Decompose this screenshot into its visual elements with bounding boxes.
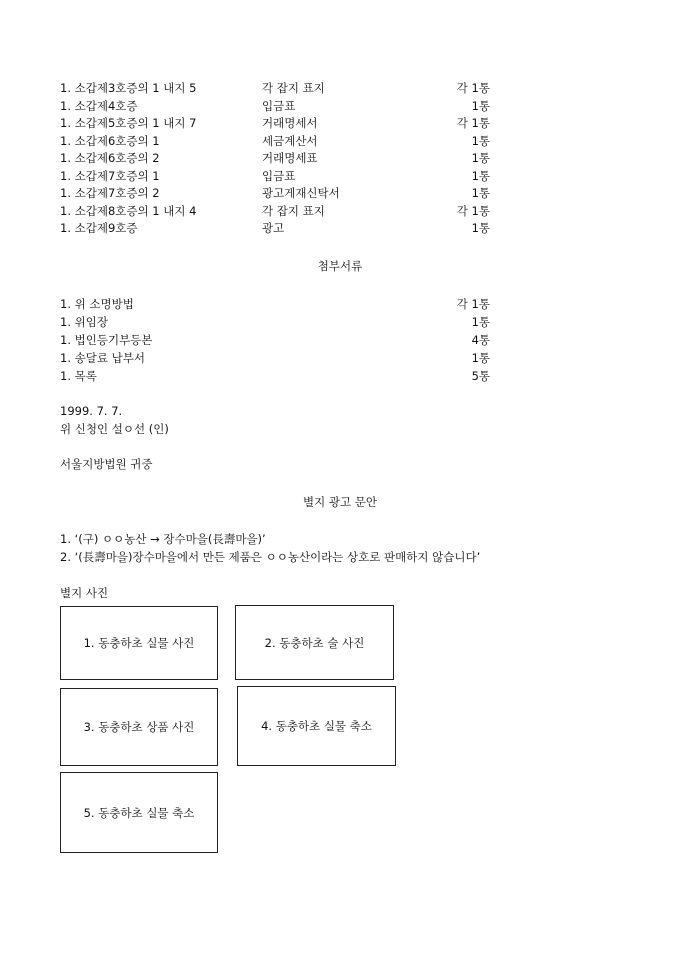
doc-item-desc: 광고게재신탁서 xyxy=(262,186,340,200)
doc-item-row xyxy=(60,220,490,236)
court-addressee: 서울지방법원 귀중 xyxy=(60,457,153,471)
attachment-row xyxy=(60,314,490,330)
photo-box xyxy=(235,605,394,680)
attachment-qty: 5통 xyxy=(471,369,490,383)
attachment-name: 1. 목록 xyxy=(60,369,97,383)
doc-item-row xyxy=(60,203,490,219)
doc-item-name: 1. 소갑제6호증의 2 xyxy=(60,151,160,165)
doc-item-qty: 1통 xyxy=(471,168,490,183)
doc-item-row xyxy=(60,115,490,131)
doc-item-desc: 각 잡지 표지 xyxy=(262,81,325,95)
attachment-row xyxy=(60,296,490,312)
doc-item-name: 1. 소갑제4호증 xyxy=(60,98,138,113)
photo-box xyxy=(60,688,218,766)
photo-box xyxy=(60,606,218,680)
doc-item-row xyxy=(60,98,490,114)
doc-item-desc: 거래명세서 xyxy=(262,116,318,130)
doc-item-qty: 각 1통 xyxy=(456,203,490,218)
doc-item-qty: 1통 xyxy=(471,133,490,148)
doc-item-row xyxy=(60,185,490,201)
photo-caption: 4. 동충하초 실물 축소 xyxy=(261,719,372,733)
photo-caption: 2. 동충하초 술 사진 xyxy=(264,635,365,650)
photo-box xyxy=(60,772,218,853)
doc-item-name: 1. 소갑제7호증의 1 xyxy=(60,168,160,183)
doc-item-desc: 거래명세표 xyxy=(262,151,318,165)
photo-caption: 3. 동충하초 상품 사진 xyxy=(83,720,195,734)
doc-item-name: 1. 소갑제9호증 xyxy=(60,221,138,235)
doc-item-row xyxy=(60,133,490,149)
attachment-name: 1. 송달료 납부서 xyxy=(60,351,145,365)
attachment-row xyxy=(60,332,490,348)
photos-heading: 별지 사진 xyxy=(60,586,109,600)
doc-item-name: 1. 소갑제5호증의 1 내지 7 xyxy=(60,116,197,130)
doc-item-name: 1. 소갑제6호증의 1 xyxy=(60,133,160,148)
doc-item-desc: 입금표 xyxy=(262,168,296,183)
doc-item-qty: 1통 xyxy=(471,221,490,235)
doc-item-desc: 각 잡지 표지 xyxy=(262,203,325,218)
attachments-heading: 첨부서류 xyxy=(317,259,363,273)
doc-item-desc: 세금계산서 xyxy=(262,133,318,148)
doc-item-qty: 1통 xyxy=(471,151,490,165)
doc-item-qty: 각 1통 xyxy=(456,116,490,130)
ad-heading: 별지 광고 문안 xyxy=(303,495,377,509)
attachment-name: 1. 법인등기부등본 xyxy=(60,333,153,347)
doc-item-row xyxy=(60,168,490,184)
photo-box xyxy=(237,686,396,766)
photo-caption: 5. 동충하초 실물 축소 xyxy=(83,805,195,820)
ad-line: 1. ‘(구) ㅇㅇ농산 → 장수마을(長壽마을)’ xyxy=(60,532,266,546)
doc-item-qty: 각 1통 xyxy=(456,81,490,95)
attachment-qty: 1통 xyxy=(471,315,490,329)
attachment-qty: 1통 xyxy=(471,351,490,365)
doc-item-desc: 광고 xyxy=(262,221,285,235)
attachment-qty: 각 1통 xyxy=(456,297,490,311)
attachment-row xyxy=(60,368,490,384)
doc-item-row xyxy=(60,80,490,96)
applicant-signature: 위 신청인 설ㅇ선 (인) xyxy=(60,422,169,436)
attachment-name: 1. 위 소명방법 xyxy=(60,297,134,311)
doc-item-name: 1. 소갑제7호증의 2 xyxy=(60,186,160,200)
ad-line: 2. ‘(長壽마을)장수마을에서 만든 제품은 ㅇㅇ농산이라는 상호로 판매하지 않습니다’ xyxy=(60,550,481,564)
doc-item-qty: 1통 xyxy=(471,186,490,200)
attachment-name: 1. 위임장 xyxy=(60,315,108,329)
doc-item-row xyxy=(60,150,490,166)
attachment-row xyxy=(60,350,490,366)
filing-date: 1999. 7. 7. xyxy=(60,404,123,418)
doc-item-name: 1. 소갑제3호증의 1 내지 5 xyxy=(60,81,197,95)
doc-item-name: 1. 소갑제8호증의 1 내지 4 xyxy=(60,203,197,218)
photo-caption: 1. 동충하초 실물 사진 xyxy=(83,636,195,650)
doc-item-qty: 1통 xyxy=(471,98,490,113)
attachment-qty: 4통 xyxy=(471,333,490,347)
doc-item-desc: 입금표 xyxy=(262,98,296,113)
